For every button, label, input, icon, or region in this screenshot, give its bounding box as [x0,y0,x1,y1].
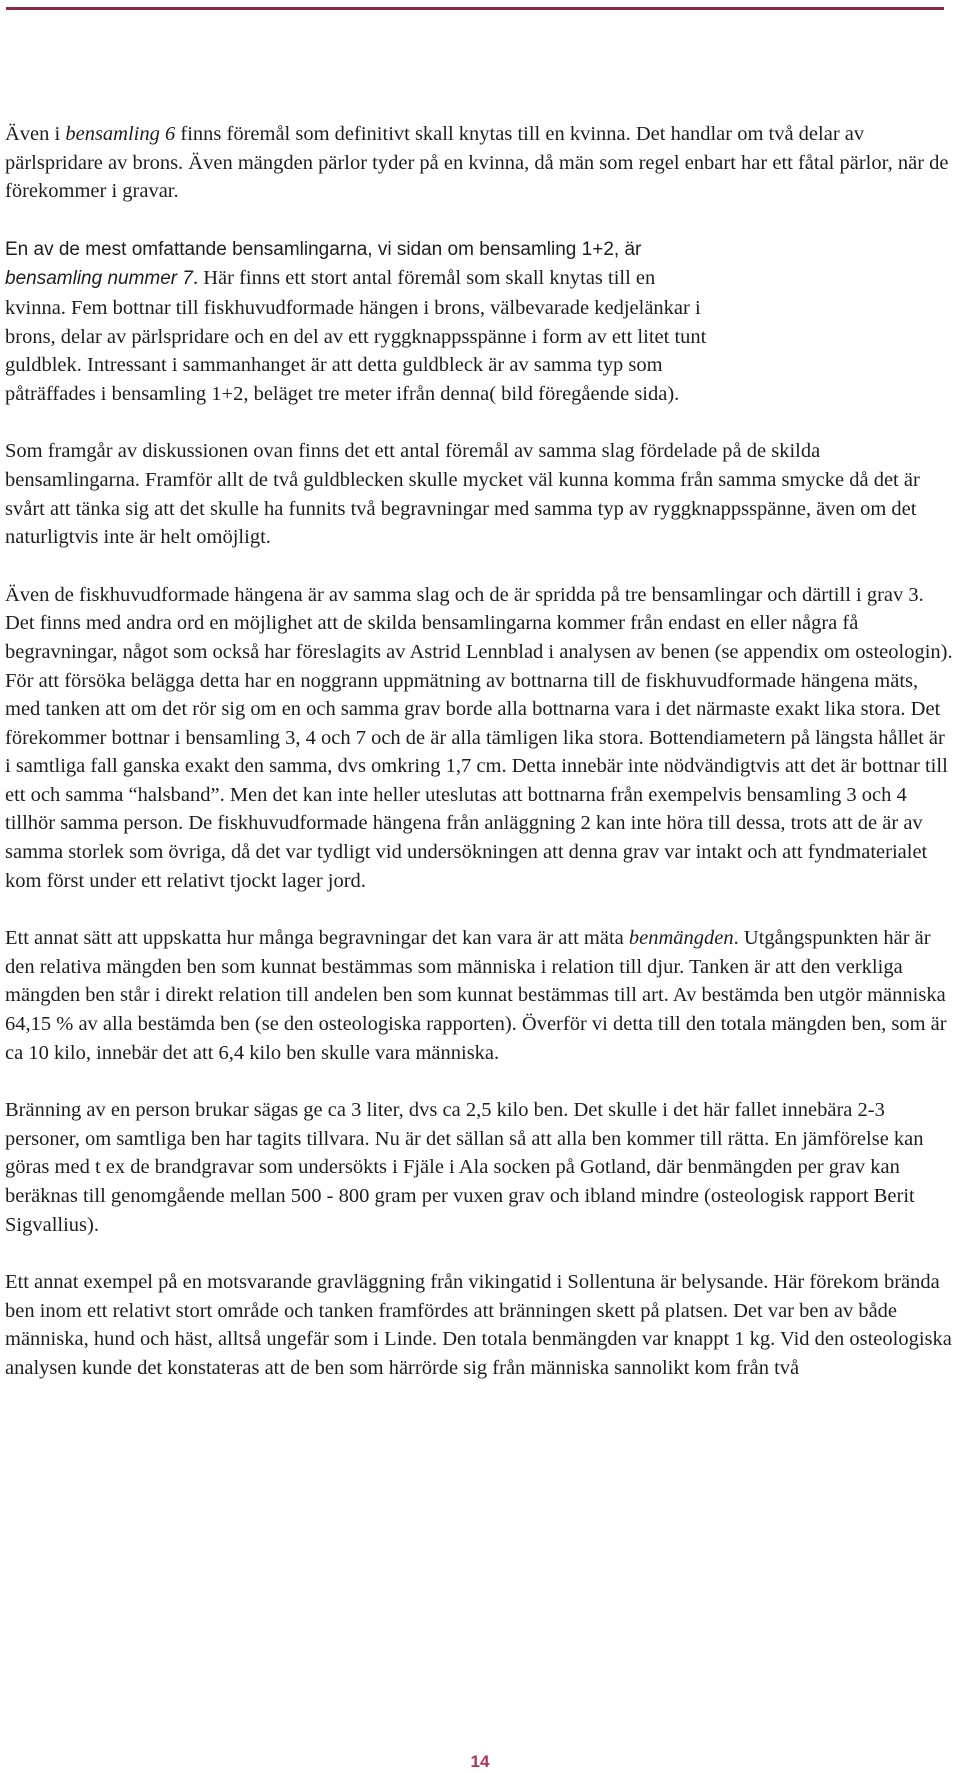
page-number: 14 [470,1752,490,1771]
paragraph-4: Även de fiskhuvudformade hängena är av samma slag och de är spridda på tre bensamlingar och därtill i grav 3. Det finns med andra ord en möjlighet att de skilda bensamlingarna kommer från endast en eller några få begravningar, något som också har föreslagits av Astrid Lennblad i analysen av benen (se appendix om osteologin). För att försöka belägga detta har en noggrann uppmätning av bottnarna till de fiskhuvudformade hängena mäts, med tanken att om det rör sig om en och samma grav borde alla bottnarna vara i det närmaste exakt lika stora. Det förekommer bottnar i bensamling 3, 4 och 7 och de är alla tämligen lika stora. Bottendiametern på längsta hållet är i samtliga fall ganska exakt den samma, dvs omkring 1,7 cm. Detta innebär inte nödvändigtvis att det är bottnar till ett och samma “halsband”. Men det kan inte heller uteslutas att bottnarna från exempelvis bensamling 3 och 4 tillhör samma person. De fiskhuvudformade hängena från anläggning 2 kan inte höra till dessa, trots att de är av samma storlek som övriga, då det var tydligt vid undersökningen att denna grav var intakt och att fyndmaterialet kom först under ett relativt tjockt lager jord. [5,583,953,892]
paragraph-1: Även i bensamling 6 finns föremål som definitivt skall knytas till en kvinna. Det handlar om två delar av pärlspridare av brons. Även mängden pärlor tyder på en kvinna, då män som regel enbart har ett fåtal pärlor, när de förekommer i gravar. [5,123,949,203]
paragraph-7: Ett annat exempel på en motsvarande gravläggning från vikingatid i Sollentuna är belysande. Här förekom brända ben inom ett relativt stort område och tanken framfördes att bränningen skett på platsen. Det var ben av både människa, hund och häst, alltså ungefär som i Linde. Den totala benmängden var knappt 1 kg. Vid den osteologiska analysen kunde det konstateras att de ben som härrörde sig från människa sannolikt kom från två [5,1271,952,1379]
paragraph-5: Ett annat sätt att uppskatta hur många begravningar det kan vara är att mäta benmängden. Utgångspunkten här är den relativa mängden ben som kunnat bestämmas som människa i relation till djur. Tanken är att den verkliga mängden ben står i direkt relation till andelen ben som kunnat bestämmas till art. Av bestämda ben utgör människa 64,15 % av alla bestämda ben (se den osteologiska rapporten). Överför vi detta till den totala mängden ben, som är ca 10 kilo, innebär det att 6,4 kilo ben skulle vara människa. [5,927,947,1064]
top-rule [6,7,944,10]
paragraph-2: En av de mest omfattande bensamlingarna, vi sidan om bensamling 1+2, är bensamling nummer 7. Här finns ett stort antal föremål som skall knytas till en kvinna. Fem bottnar till fiskhuvudformade hängen i brons, välbevarade kedjelänkar i brons, delar av pärlspridare och en del av ett ryggknappsspänne i form av ett litet tunt guldblek. Intressant i sammanhanget är att detta guldbleck är av samma typ som påträffades i bensamling 1+2, beläget tre meter ifrån denna( bild föregående sida). [5,238,707,405]
body-text [5,120,953,1412]
paragraph-6: Bränning av en person brukar sägas ge ca 3 liter, dvs ca 2,5 kilo ben. Det skulle i det här fallet innebära 2-3 personer, om samtliga ben har tagits tillvara. Nu är det sällan så att alla ben kommer till rätta. En jämförelse kan göras med t ex de brandgravar som undersökts i Fjäle i Ala socken på Gotland, där benmängden per grav kan beräknas till genomgående mellan 500 - 800 gram per vuxen grav och ibland mindre (osteologisk rapport Berit Sigvallius). [5,1099,924,1236]
paragraph-3: Som framgår av diskussionen ovan finns det ett antal föremål av samma slag fördelade på de skilda bensamlingarna. Framför allt de två guldblecken skulle mycket väl kunna komma från samma smycke då det är svårt att tänka sig att det skulle ha funnits två begravningar med samma typ av ryggknappsspänne, även om det naturligtvis inte är helt omöjligt. [5,440,920,549]
